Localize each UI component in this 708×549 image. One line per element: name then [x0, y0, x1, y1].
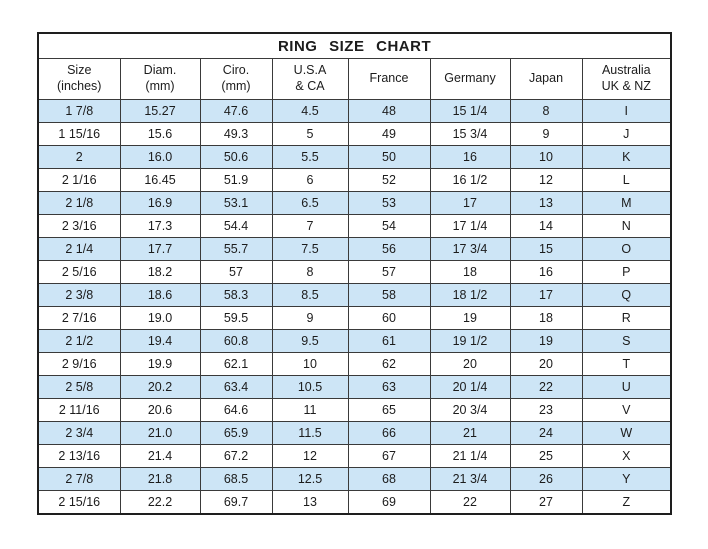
table-cell: 65.9 [200, 422, 272, 445]
column-header-line: UK & NZ [601, 79, 651, 93]
table-cell: 4.5 [272, 100, 348, 123]
table-cell: K [582, 146, 671, 169]
table-cell: 60 [348, 307, 430, 330]
table-cell: 19.0 [120, 307, 200, 330]
table-cell: I [582, 100, 671, 123]
table-cell: 17.3 [120, 215, 200, 238]
table-cell: 21 1/4 [430, 445, 510, 468]
table-cell: 2 3/16 [38, 215, 120, 238]
table-cell: 49.3 [200, 123, 272, 146]
table-row [38, 123, 671, 146]
column-header-7 [582, 59, 671, 100]
column-header-line: France [369, 71, 409, 86]
table-cell: 18 1/2 [430, 284, 510, 307]
table-row [38, 100, 671, 123]
table-cell: 20 1/4 [430, 376, 510, 399]
table-cell: 2 11/16 [38, 399, 120, 422]
table-cell: P [582, 261, 671, 284]
table-cell: U [582, 376, 671, 399]
table-cell: 63 [348, 376, 430, 399]
column-header-line: U.S.A [293, 63, 327, 78]
table-cell: 20 [430, 353, 510, 376]
table-cell: 17 [510, 284, 582, 307]
table-cell: 21.4 [120, 445, 200, 468]
table-cell: 15.27 [120, 100, 200, 123]
table-cell: 10.5 [272, 376, 348, 399]
table-row [38, 491, 671, 515]
table-cell: Y [582, 468, 671, 491]
table-cell: 61 [348, 330, 430, 353]
table-cell: 62.1 [200, 353, 272, 376]
table-row [38, 238, 671, 261]
table-cell: 2 1/4 [38, 238, 120, 261]
table-cell: Z [582, 491, 671, 515]
table-cell: 68.5 [200, 468, 272, 491]
table-cell: 62 [348, 353, 430, 376]
table-cell: 10 [272, 353, 348, 376]
table-cell: 17 1/4 [430, 215, 510, 238]
table-cell: 57 [348, 261, 430, 284]
table-cell: R [582, 307, 671, 330]
column-header-row [38, 59, 671, 100]
table-cell: 22.2 [120, 491, 200, 515]
table-cell: 54 [348, 215, 430, 238]
table-cell: 17 [430, 192, 510, 215]
column-header-1 [120, 59, 200, 100]
table-cell: 50.6 [200, 146, 272, 169]
table-cell: 11.5 [272, 422, 348, 445]
table-cell: T [582, 353, 671, 376]
table-cell: 8 [272, 261, 348, 284]
column-header-line: Size [67, 63, 92, 78]
table-cell: 2 9/16 [38, 353, 120, 376]
table-cell: 18 [430, 261, 510, 284]
table-row [38, 284, 671, 307]
column-header-line: Diam. [143, 63, 177, 78]
table-cell: 2 1/2 [38, 330, 120, 353]
table-cell: 19 1/2 [430, 330, 510, 353]
table-cell: 5 [272, 123, 348, 146]
table-row [38, 376, 671, 399]
table-cell: 53 [348, 192, 430, 215]
table-cell: S [582, 330, 671, 353]
column-header-3 [272, 59, 348, 100]
table-cell: 12 [510, 169, 582, 192]
table-cell: O [582, 238, 671, 261]
table-row [38, 330, 671, 353]
table-cell: 56 [348, 238, 430, 261]
table-cell: 18.2 [120, 261, 200, 284]
table-cell: 25 [510, 445, 582, 468]
table-row [38, 422, 671, 445]
table-cell: 20 [510, 353, 582, 376]
table-cell: 2 13/16 [38, 445, 120, 468]
table-row [38, 307, 671, 330]
table-cell: 7.5 [272, 238, 348, 261]
table-body [38, 100, 671, 515]
table-cell: 19.9 [120, 353, 200, 376]
table-cell: 16 1/2 [430, 169, 510, 192]
table-cell: 55.7 [200, 238, 272, 261]
table-cell: 54.4 [200, 215, 272, 238]
table-cell: 23 [510, 399, 582, 422]
table-cell: 15.6 [120, 123, 200, 146]
table-cell: 2 5/16 [38, 261, 120, 284]
column-header-6 [510, 59, 582, 100]
column-header-5 [430, 59, 510, 100]
column-header-line: Japan [528, 71, 564, 86]
table-cell: 60.8 [200, 330, 272, 353]
column-header-line: (mm) [221, 79, 251, 93]
table-cell: V [582, 399, 671, 422]
column-header-0 [38, 59, 120, 100]
table-cell: 19 [510, 330, 582, 353]
table-cell: 2 3/8 [38, 284, 120, 307]
table-row [38, 399, 671, 422]
column-header-line: Germany [444, 71, 496, 86]
table-cell: 58.3 [200, 284, 272, 307]
table-cell: 15 3/4 [430, 123, 510, 146]
table-cell: 2 3/4 [38, 422, 120, 445]
table-cell: 26 [510, 468, 582, 491]
table-cell: 24 [510, 422, 582, 445]
table-cell: 13 [272, 491, 348, 515]
table-row [38, 353, 671, 376]
table-cell: 19.4 [120, 330, 200, 353]
table-cell: 16 [510, 261, 582, 284]
table-cell: 9 [272, 307, 348, 330]
table-cell: 49 [348, 123, 430, 146]
table-cell: 2 1/16 [38, 169, 120, 192]
table-cell: 52 [348, 169, 430, 192]
table-cell: 8 [510, 100, 582, 123]
table-cell: L [582, 169, 671, 192]
table-cell: 18 [510, 307, 582, 330]
table-cell: 12.5 [272, 468, 348, 491]
table-row [38, 146, 671, 169]
table-cell: 57 [200, 261, 272, 284]
table-row [38, 215, 671, 238]
table-cell: 51.9 [200, 169, 272, 192]
table-cell: 63.4 [200, 376, 272, 399]
table-cell: 2 7/16 [38, 307, 120, 330]
table-cell: 6 [272, 169, 348, 192]
table-cell: M [582, 192, 671, 215]
table-cell: 69 [348, 491, 430, 515]
table-cell: 64.6 [200, 399, 272, 422]
table-cell: 2 7/8 [38, 468, 120, 491]
table-cell: 16.0 [120, 146, 200, 169]
table-cell: 66 [348, 422, 430, 445]
table-cell: 2 15/16 [38, 491, 120, 515]
table-cell: 16 [430, 146, 510, 169]
table-cell: X [582, 445, 671, 468]
table-cell: 1 15/16 [38, 123, 120, 146]
table-cell: 20 3/4 [430, 399, 510, 422]
table-cell: 21.0 [120, 422, 200, 445]
table-cell: W [582, 422, 671, 445]
table-cell: 21 3/4 [430, 468, 510, 491]
table-cell: 11 [272, 399, 348, 422]
table-cell: 6.5 [272, 192, 348, 215]
table-cell: 59.5 [200, 307, 272, 330]
table-cell: 65 [348, 399, 430, 422]
table-cell: 2 1/8 [38, 192, 120, 215]
table-cell: 50 [348, 146, 430, 169]
table-cell: 53.1 [200, 192, 272, 215]
table-cell: 67 [348, 445, 430, 468]
table-cell: 68 [348, 468, 430, 491]
table-cell: 22 [430, 491, 510, 515]
title-row [38, 33, 671, 59]
column-header-line: & CA [295, 79, 325, 93]
table-cell: 47.6 [200, 100, 272, 123]
table-cell: 1 7/8 [38, 100, 120, 123]
table-cell: 22 [510, 376, 582, 399]
table-cell: 27 [510, 491, 582, 515]
table-cell: 16.9 [120, 192, 200, 215]
column-header-4 [348, 59, 430, 100]
table-cell: 5.5 [272, 146, 348, 169]
table-row [38, 261, 671, 284]
table-cell: 9.5 [272, 330, 348, 353]
table-cell: 9 [510, 123, 582, 146]
table-row [38, 445, 671, 468]
column-header-2 [200, 59, 272, 100]
table-cell: 19 [430, 307, 510, 330]
table-row [38, 169, 671, 192]
table-cell: 15 [510, 238, 582, 261]
table-cell: 69.7 [200, 491, 272, 515]
table-cell: 17.7 [120, 238, 200, 261]
table-cell: N [582, 215, 671, 238]
ring-size-chart-table [37, 32, 672, 515]
table-cell: 21 [430, 422, 510, 445]
table-cell: 58 [348, 284, 430, 307]
table-cell: 14 [510, 215, 582, 238]
table-cell: 20.6 [120, 399, 200, 422]
column-header-line: Ciro. [222, 63, 250, 78]
table-cell: 12 [272, 445, 348, 468]
column-header-line: Australia [601, 63, 651, 78]
column-header-line: (inches) [57, 79, 102, 93]
table-cell: 13 [510, 192, 582, 215]
table-cell: 17 3/4 [430, 238, 510, 261]
table-cell: 7 [272, 215, 348, 238]
table-cell: 20.2 [120, 376, 200, 399]
table-cell: 67.2 [200, 445, 272, 468]
table-row [38, 468, 671, 491]
table-cell: 48 [348, 100, 430, 123]
page-title: RING SIZE CHART [38, 33, 671, 59]
table-cell: 18.6 [120, 284, 200, 307]
table-cell: 2 5/8 [38, 376, 120, 399]
table-row [38, 192, 671, 215]
table-cell: 21.8 [120, 468, 200, 491]
table-cell: J [582, 123, 671, 146]
table-cell: 8.5 [272, 284, 348, 307]
table-cell: Q [582, 284, 671, 307]
table-cell: 2 [38, 146, 120, 169]
column-header-line: (mm) [145, 79, 175, 93]
table-cell: 10 [510, 146, 582, 169]
table-cell: 15 1/4 [430, 100, 510, 123]
table-cell: 16.45 [120, 169, 200, 192]
